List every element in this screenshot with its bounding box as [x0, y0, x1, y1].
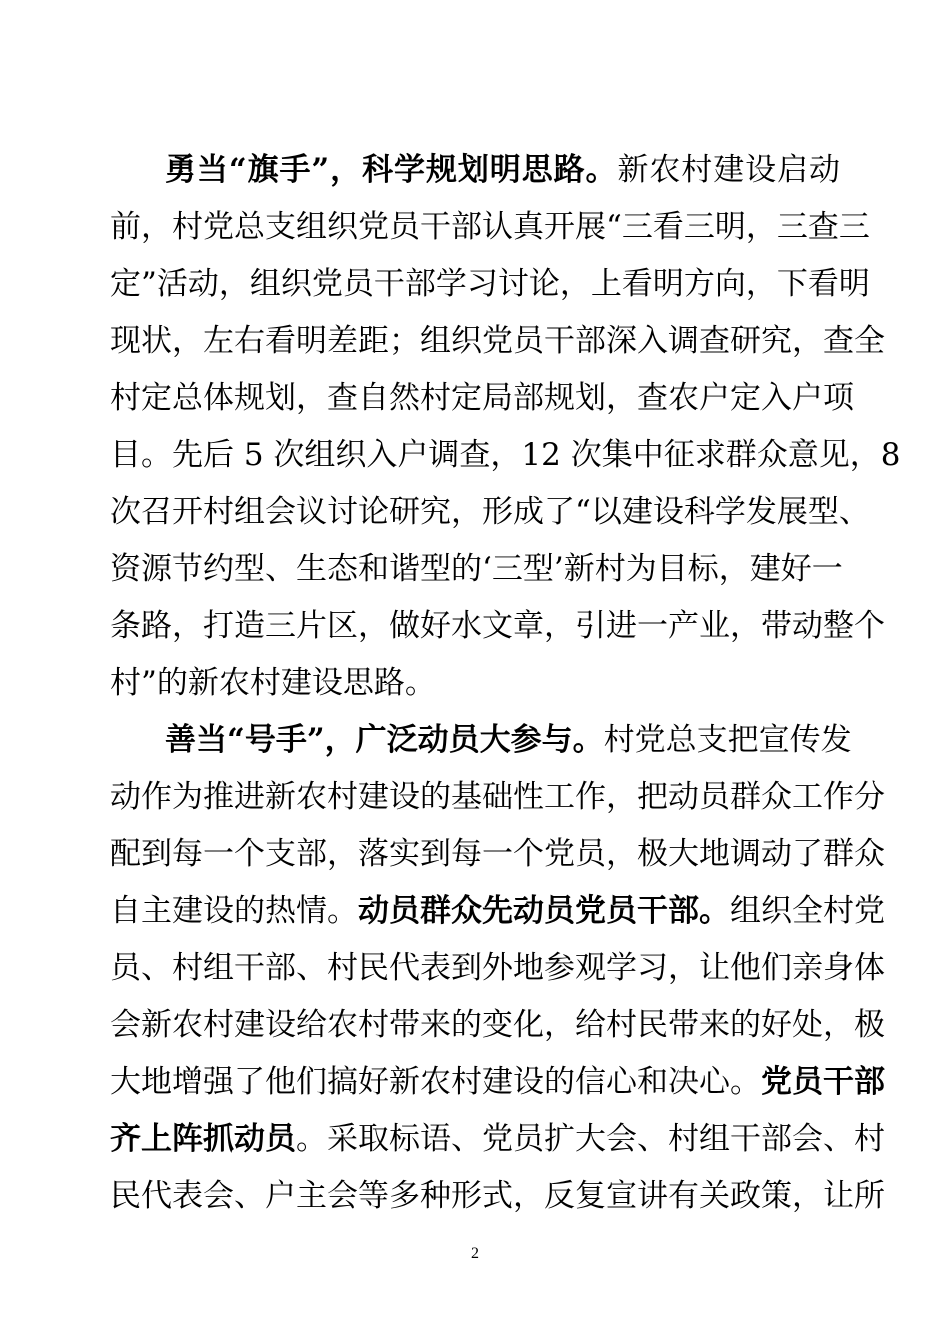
- heading-yongdang-qishou: 勇当“旗手”，科学规划明思路。: [165, 152, 618, 188]
- body-text: 组织全村党: [730, 893, 885, 929]
- subheading-cadres-mobilize: 党员干部: [761, 1064, 885, 1100]
- paragraph-1-line-2: [110, 207, 870, 247]
- subheading-mobilize-cadres: 动员群众先动员党员干部。: [358, 893, 730, 929]
- body-text: 民代表会、户主会等多种形式，反复宣讲有关政策，让所: [110, 1178, 885, 1214]
- body-text: 员、村组干部、村民代表到外地参观学习，让他们亲身体: [110, 950, 885, 986]
- body-text: 自主建设的热情。: [110, 893, 358, 929]
- body-text: 定”活动，组织党员干部学习讨论，上看明方向，下看明: [110, 266, 870, 302]
- paragraph-2-line-6: [110, 1005, 885, 1045]
- body-text: 资源节约型、生态和谐型的‘三型’新村为目标，建好一: [110, 551, 843, 587]
- body-text: 村党总支把宣传发: [603, 722, 852, 758]
- paragraph-1-line-6: [110, 435, 901, 475]
- paragraph-1-line-5: [110, 378, 854, 418]
- body-text: 动作为推进新农村建设的基础性工作，把动员群众工作分: [110, 779, 885, 815]
- paragraph-2-line-4: [110, 891, 885, 931]
- subheading-cadres-mobilize-cont: 齐上阵抓动员: [110, 1121, 296, 1157]
- heading-shandang-haoshou: 善当“号手”，广泛动员大参与。: [165, 722, 604, 758]
- body-text: 条路，打造三片区，做好水文章，引进一产业，带动整个: [110, 608, 885, 644]
- paragraph-1-line-4: [110, 321, 885, 361]
- paragraph-1-line-9: [110, 606, 885, 646]
- body-text: 村定总体规划，查自然村定局部规划，查农户定入户项: [110, 380, 854, 416]
- paragraph-1-line-1: [165, 150, 840, 190]
- body-text: 大地增强了他们搞好新农村建设的信心和决心。: [110, 1064, 761, 1100]
- body-text: 。采取标语、党员扩大会、村组干部会、村: [296, 1121, 885, 1157]
- paragraph-2-line-3: [110, 834, 885, 874]
- paragraph-2-line-7: [110, 1062, 885, 1102]
- paragraph-1-line-7: [110, 492, 870, 532]
- paragraph-2-line-5: [110, 948, 885, 988]
- body-text: 目。先后 5 次组织入户调查，12 次集中征求群众意见，8: [110, 437, 901, 473]
- body-text: 村”的新农村建设思路。: [110, 665, 436, 701]
- body-text: 配到每一个支部，落实到每一个党员，极大地调动了群众: [110, 836, 885, 872]
- paragraph-2-line-1: [165, 720, 852, 760]
- body-text: 新农村建设启动: [617, 152, 840, 188]
- paragraph-2-line-8: [110, 1119, 885, 1159]
- paragraph-2-line-9: [110, 1176, 885, 1216]
- paragraph-1-line-10: [110, 663, 840, 703]
- paragraph-1-line-8: [110, 549, 843, 589]
- body-text: 会新农村建设给农村带来的变化，给村民带来的好处，极: [110, 1007, 885, 1043]
- paragraph-2-line-2: [110, 777, 885, 817]
- paragraph-1-line-3: [110, 264, 870, 304]
- body-text: 现状，左右看明差距；组织党员干部深入调查研究，查全: [110, 323, 885, 359]
- page-number: 2: [471, 1245, 479, 1262]
- body-text: 次召开村组会议讨论研究，形成了“以建设科学发展型、: [110, 494, 870, 530]
- body-text: 前，村党总支组织党员干部认真开展“三看三明，三查三: [110, 209, 870, 245]
